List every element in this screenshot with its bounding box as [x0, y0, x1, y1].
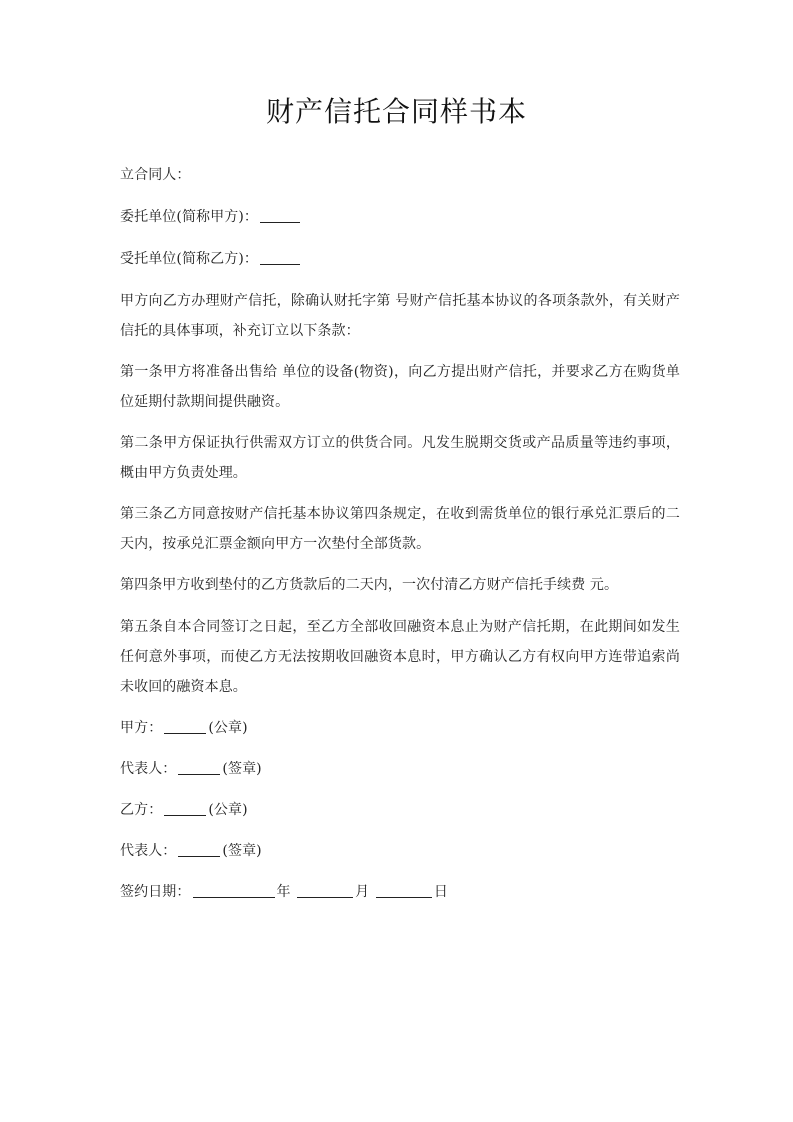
party-b-blank — [260, 248, 300, 265]
party-a-line — [120, 202, 680, 232]
signature-party-b — [120, 795, 680, 825]
clause-5: 第五条自本合同签订之日起，至乙方全部收回融资本息止为财产信托期，在此期间如发生任何意外事项，而使乙方无法按期收回融资本息时，甲方确认乙方有权向甲方连带追索尚未收回的融资本息。 — [120, 619, 680, 695]
party-a-sign-label: 甲方： — [120, 720, 163, 736]
document-title: 财产信托合同样书本 — [265, 95, 527, 128]
month-blank — [297, 881, 353, 898]
rep-a-blank — [178, 758, 220, 775]
clause-1: 第一条甲方将准备出售给 单位的设备(物资)，向乙方提出财产信托，并要求乙方在购货单位延期付款期间提供融资。 — [120, 364, 680, 410]
clause-3: 第三条乙方同意按财产信托基本协议第四条规定，在收到需货单位的银行承兑汇票后的二天内，按承兑汇票金额向甲方一次垫付全部货款。 — [120, 506, 680, 552]
month-label: 月 — [355, 884, 370, 900]
parties-intro: 立合同人： — [120, 167, 191, 183]
date-label: 签约日期： — [120, 884, 191, 900]
party-b-label: 受托单位(简称乙方)： — [120, 251, 259, 267]
clause-2: 第二条甲方保证执行供需双方订立的供货合同。凡发生脱期交货或产品质量等违约事项，概由甲方负责处理。 — [120, 435, 680, 481]
signature-rep-a — [120, 754, 680, 784]
rep-a-label: 代表人： — [120, 761, 177, 777]
party-a-blank — [260, 206, 300, 223]
rep-b-seal: (签章) — [222, 843, 262, 859]
clause-4: 第四条甲方收到垫付的乙方货款后的二天内，一次付清乙方财产信托手续费 元。 — [120, 577, 619, 593]
preamble-paragraph: 甲方向乙方办理财产信托，除确认财托字第 号财产信托基本协议的各项条款外，有关财产信托的具体事项，补充订立以下条款： — [120, 293, 680, 339]
party-a-seal: (公章) — [208, 720, 248, 736]
rep-a-seal: (签章) — [222, 761, 262, 777]
party-b-line — [120, 244, 680, 274]
rep-b-blank — [178, 840, 220, 857]
year-blank — [193, 881, 275, 898]
day-blank — [376, 881, 432, 898]
signing-date — [120, 877, 680, 907]
party-b-sign-label: 乙方： — [120, 802, 163, 818]
signature-party-a — [120, 713, 680, 743]
signature-rep-b — [120, 836, 680, 866]
party-a-sign-blank — [164, 717, 206, 734]
party-b-seal: (公章) — [208, 802, 248, 818]
day-label: 日 — [433, 884, 448, 900]
year-label: 年 — [276, 884, 291, 900]
party-a-label: 委托单位(简称甲方)： — [120, 209, 259, 225]
party-b-sign-blank — [164, 799, 206, 816]
rep-b-label: 代表人： — [120, 843, 177, 859]
